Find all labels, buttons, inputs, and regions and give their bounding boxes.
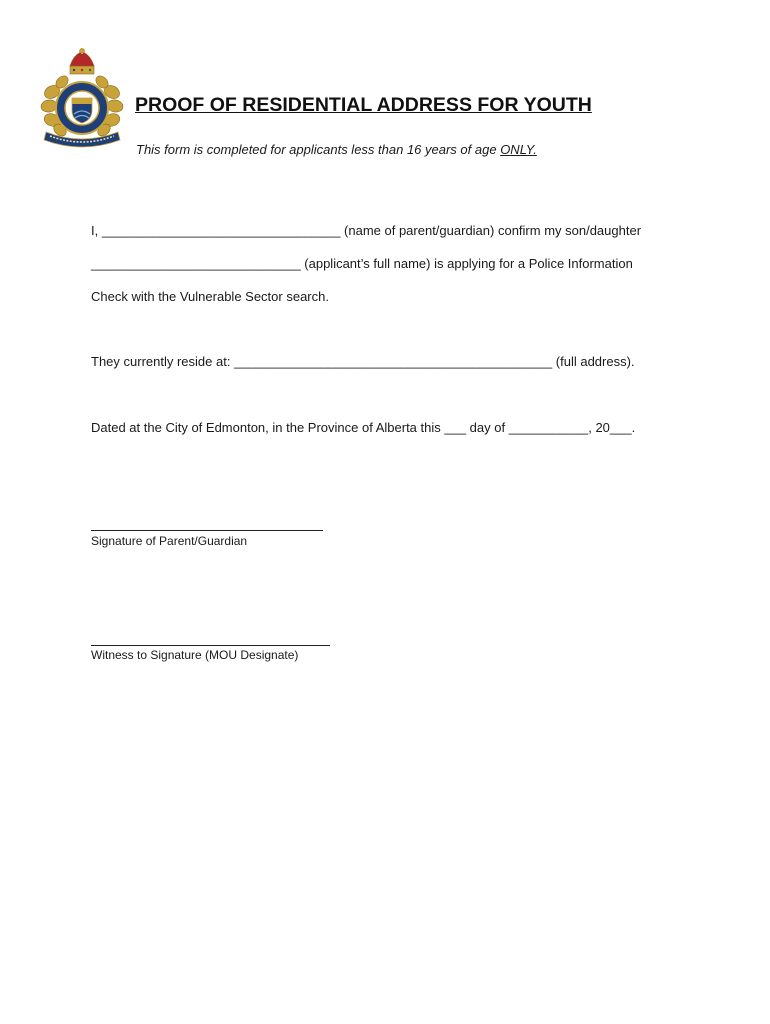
subtitle-emphasis: ONLY. — [500, 142, 537, 157]
parent-name-line: I, _________________________________ (name of parent/guardian) confirm my son/daughter — [91, 223, 642, 238]
form-subtitle — [136, 142, 537, 157]
date-line: Dated at the City of Edmonton, in the Province of Alberta this ___ day of ___________, 20___. — [91, 420, 636, 435]
witness-signature-rule — [91, 645, 330, 646]
parent-signature-label: Signature of Parent/Guardian — [91, 534, 248, 548]
subtitle-text: This form is completed for applicants less than 16 years of age — [136, 142, 501, 157]
parent-signature-rule — [91, 530, 323, 531]
vulnerable-sector-line: Check with the Vulnerable Sector search. — [91, 289, 329, 304]
applicant-name-line: _____________________________ (applicant’s full name) is applying for a Police Information — [91, 256, 633, 271]
form-title: PROOF OF RESIDENTIAL ADDRESS FOR YOUTH — [135, 94, 592, 116]
witness-signature-label: Witness to Signature (MOU Designate) — [91, 648, 299, 662]
edmonton-police-crest-logo — [40, 48, 124, 150]
residence-address-line: They currently reside at: ____________________________________________ (full address). — [91, 354, 635, 369]
